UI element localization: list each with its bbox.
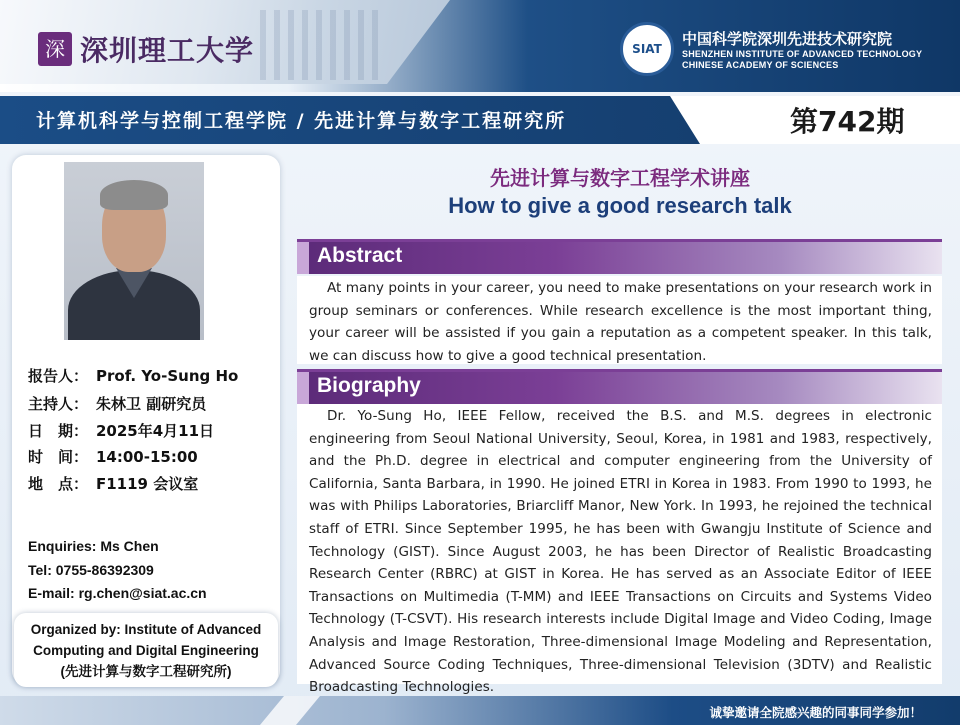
speaker-key: 报告人： bbox=[28, 367, 89, 385]
siat-name-en-1: SHENZHEN INSTITUTE OF ADVANCED TECHNOLOGY bbox=[682, 49, 923, 59]
photo-hair bbox=[100, 180, 168, 210]
speaker-value: Prof. Yo-Sung Ho bbox=[96, 367, 239, 385]
biography-heading-label: Biography bbox=[317, 374, 421, 397]
venue-key: 地 点： bbox=[28, 475, 89, 493]
organizer-line-3: (先进计算与数字工程研究所) bbox=[60, 664, 232, 679]
speaker-row bbox=[28, 365, 238, 386]
organizer-line-2: Computing and Digital Engineering bbox=[33, 643, 259, 658]
contact-enquiries: Enquiries: Ms Chen bbox=[28, 538, 159, 554]
footer-invitation: 诚挚邀请全院感兴趣的同事同学参加！ bbox=[709, 705, 922, 720]
date-key: 日 期： bbox=[28, 422, 89, 440]
time-value: 14:00-15:00 bbox=[96, 448, 198, 466]
venue-value: F1119 会议室 bbox=[96, 475, 199, 493]
sztu-logo-icon: 深 bbox=[38, 32, 72, 66]
abstract-text: At many points in your career, you need to make presentations on your research work in group seminars or conferences. While research excellence is the most important thing, your career will be assisted if you gain a reputation as a competent speaker. In this talk, we can discuss how to give a good technical presentation. bbox=[297, 276, 942, 364]
abstract-heading-label: Abstract bbox=[317, 244, 403, 267]
date-row bbox=[28, 420, 214, 441]
talk-title: How to give a good research talk bbox=[448, 193, 792, 218]
host-row bbox=[28, 393, 206, 414]
heading-tab bbox=[297, 242, 309, 274]
abstract-heading bbox=[297, 242, 942, 274]
siat-seal-icon: SIAT bbox=[620, 22, 674, 76]
organizer-box bbox=[14, 613, 278, 687]
issue-number: 第742期 bbox=[790, 105, 905, 138]
biography-text: Dr. Yo-Sung Ho, IEEE Fellow, received the B.S. and M.S. degrees in electronic engineering from Seoul National University, Seoul, Korea, in 1981 and 1983, respectively, and the Ph.D. degree in electrical and computer engineering from the University of California, Santa Barbara, in 1990. He joined ETRI in Korea in 1983. From 1990 to 1993, he was with Philips Laboratories, Briarcliff Manor, New York. In 1993, he rejoined the technical staff of ETRI. Since September 1995, he has been with Gwangju Institute of Science and Technology (GIST). Since August 2003, he has been Director of Realistic Broadcasting Research Center (RBRC) at GIST in Korea. He has served as an Associate Editor of IEEE Transactions on Multimedia (T-MM) and IEEE Transactions on Circuits and Systems Video Technology (T-CSVT). His research interests include Digital Image and Video Coding, Image Analysis and Image Restoration, Three-dimensional Image Modeling and Representation, Advanced Source Coding Techniques, Three-dimensional Television (3DTV) and Realistic Broadcasting Technologies. bbox=[297, 404, 942, 684]
dept-title: 计算机科学与控制工程学院 / 先进计算与数字工程研究所 bbox=[36, 110, 567, 132]
host-key: 主持人： bbox=[28, 395, 89, 413]
contact-tel: Tel: 0755-86392309 bbox=[28, 562, 154, 578]
siat-name-cn: 中国科学院深圳先进技术研究院 bbox=[682, 30, 893, 48]
contact-email: E-mail: rg.chen@siat.ac.cn bbox=[28, 585, 207, 601]
biography-heading bbox=[297, 372, 942, 404]
organizer-line-1: Organized by: Institute of Advanced bbox=[30, 622, 262, 637]
heading-tab bbox=[297, 372, 309, 404]
siat-name-en-2: CHINESE ACADEMY OF SCIENCES bbox=[682, 60, 839, 70]
date-value: 2025年4月11日 bbox=[96, 422, 215, 440]
host-value: 朱林卫 副研究员 bbox=[96, 395, 207, 413]
speaker-photo bbox=[64, 162, 204, 340]
venue-row bbox=[28, 473, 198, 494]
time-key: 时 间： bbox=[28, 448, 89, 466]
lecture-series: 先进计算与数字工程学术讲座 bbox=[490, 166, 750, 190]
sztu-name: 深圳理工大学 bbox=[80, 34, 255, 67]
time-row bbox=[28, 446, 198, 467]
